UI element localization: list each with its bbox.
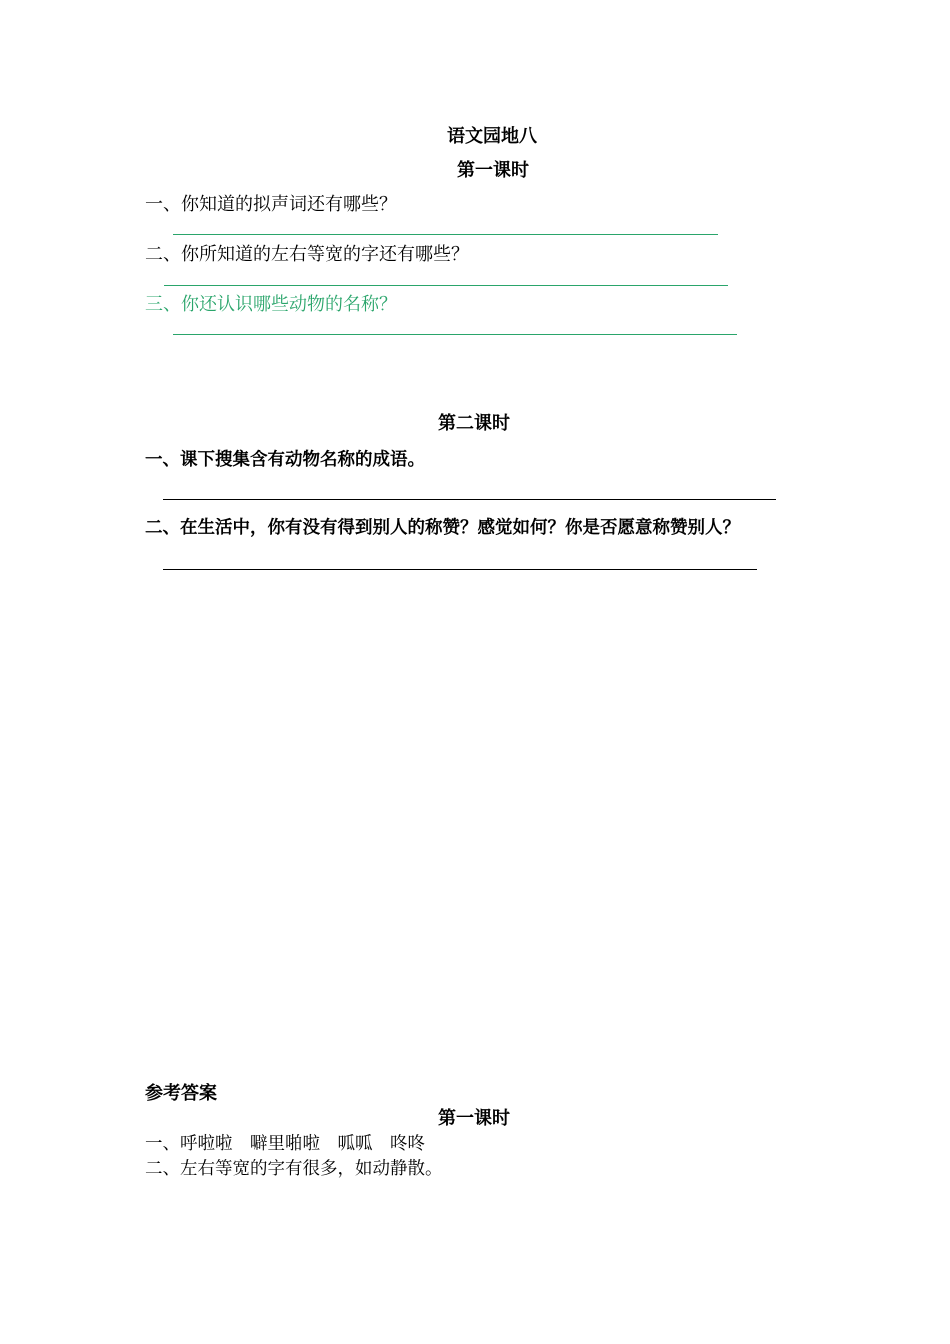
answers-lesson-heading: 第一课时 xyxy=(438,1108,510,1129)
answer-item-2: 二、左右等宽的字有很多，如动静散。 xyxy=(145,1159,443,1179)
lesson2-question-2: 二、在生活中，你有没有得到别人的称赞？感觉如何？你是否愿意称赞别人？ xyxy=(145,518,740,538)
lesson1-question-1: 一、你知道的拟声词还有哪些？ xyxy=(145,194,397,215)
answers-heading: 参考答案 xyxy=(145,1083,217,1104)
answer-line-4[interactable] xyxy=(163,499,776,500)
answer-item-1: 一、呼啦啦 噼里啪啦 呱呱 咚咚 xyxy=(145,1134,425,1154)
answer-line-2[interactable] xyxy=(164,285,728,286)
lesson2-heading: 第二课时 xyxy=(438,413,510,434)
lesson1-question-2: 二、你所知道的左右等宽的字还有哪些？ xyxy=(145,244,469,265)
answer-line-5[interactable] xyxy=(163,569,757,570)
lesson2-question-1: 一、课下搜集含有动物名称的成语。 xyxy=(145,450,425,470)
lesson1-question-3: 三、你还认识哪些动物的名称？ xyxy=(145,294,397,315)
answer-line-3[interactable] xyxy=(173,334,737,335)
lesson1-heading: 第一课时 xyxy=(457,160,529,181)
answer-line-1[interactable] xyxy=(173,234,718,235)
page-title: 语文园地八 xyxy=(447,126,537,147)
